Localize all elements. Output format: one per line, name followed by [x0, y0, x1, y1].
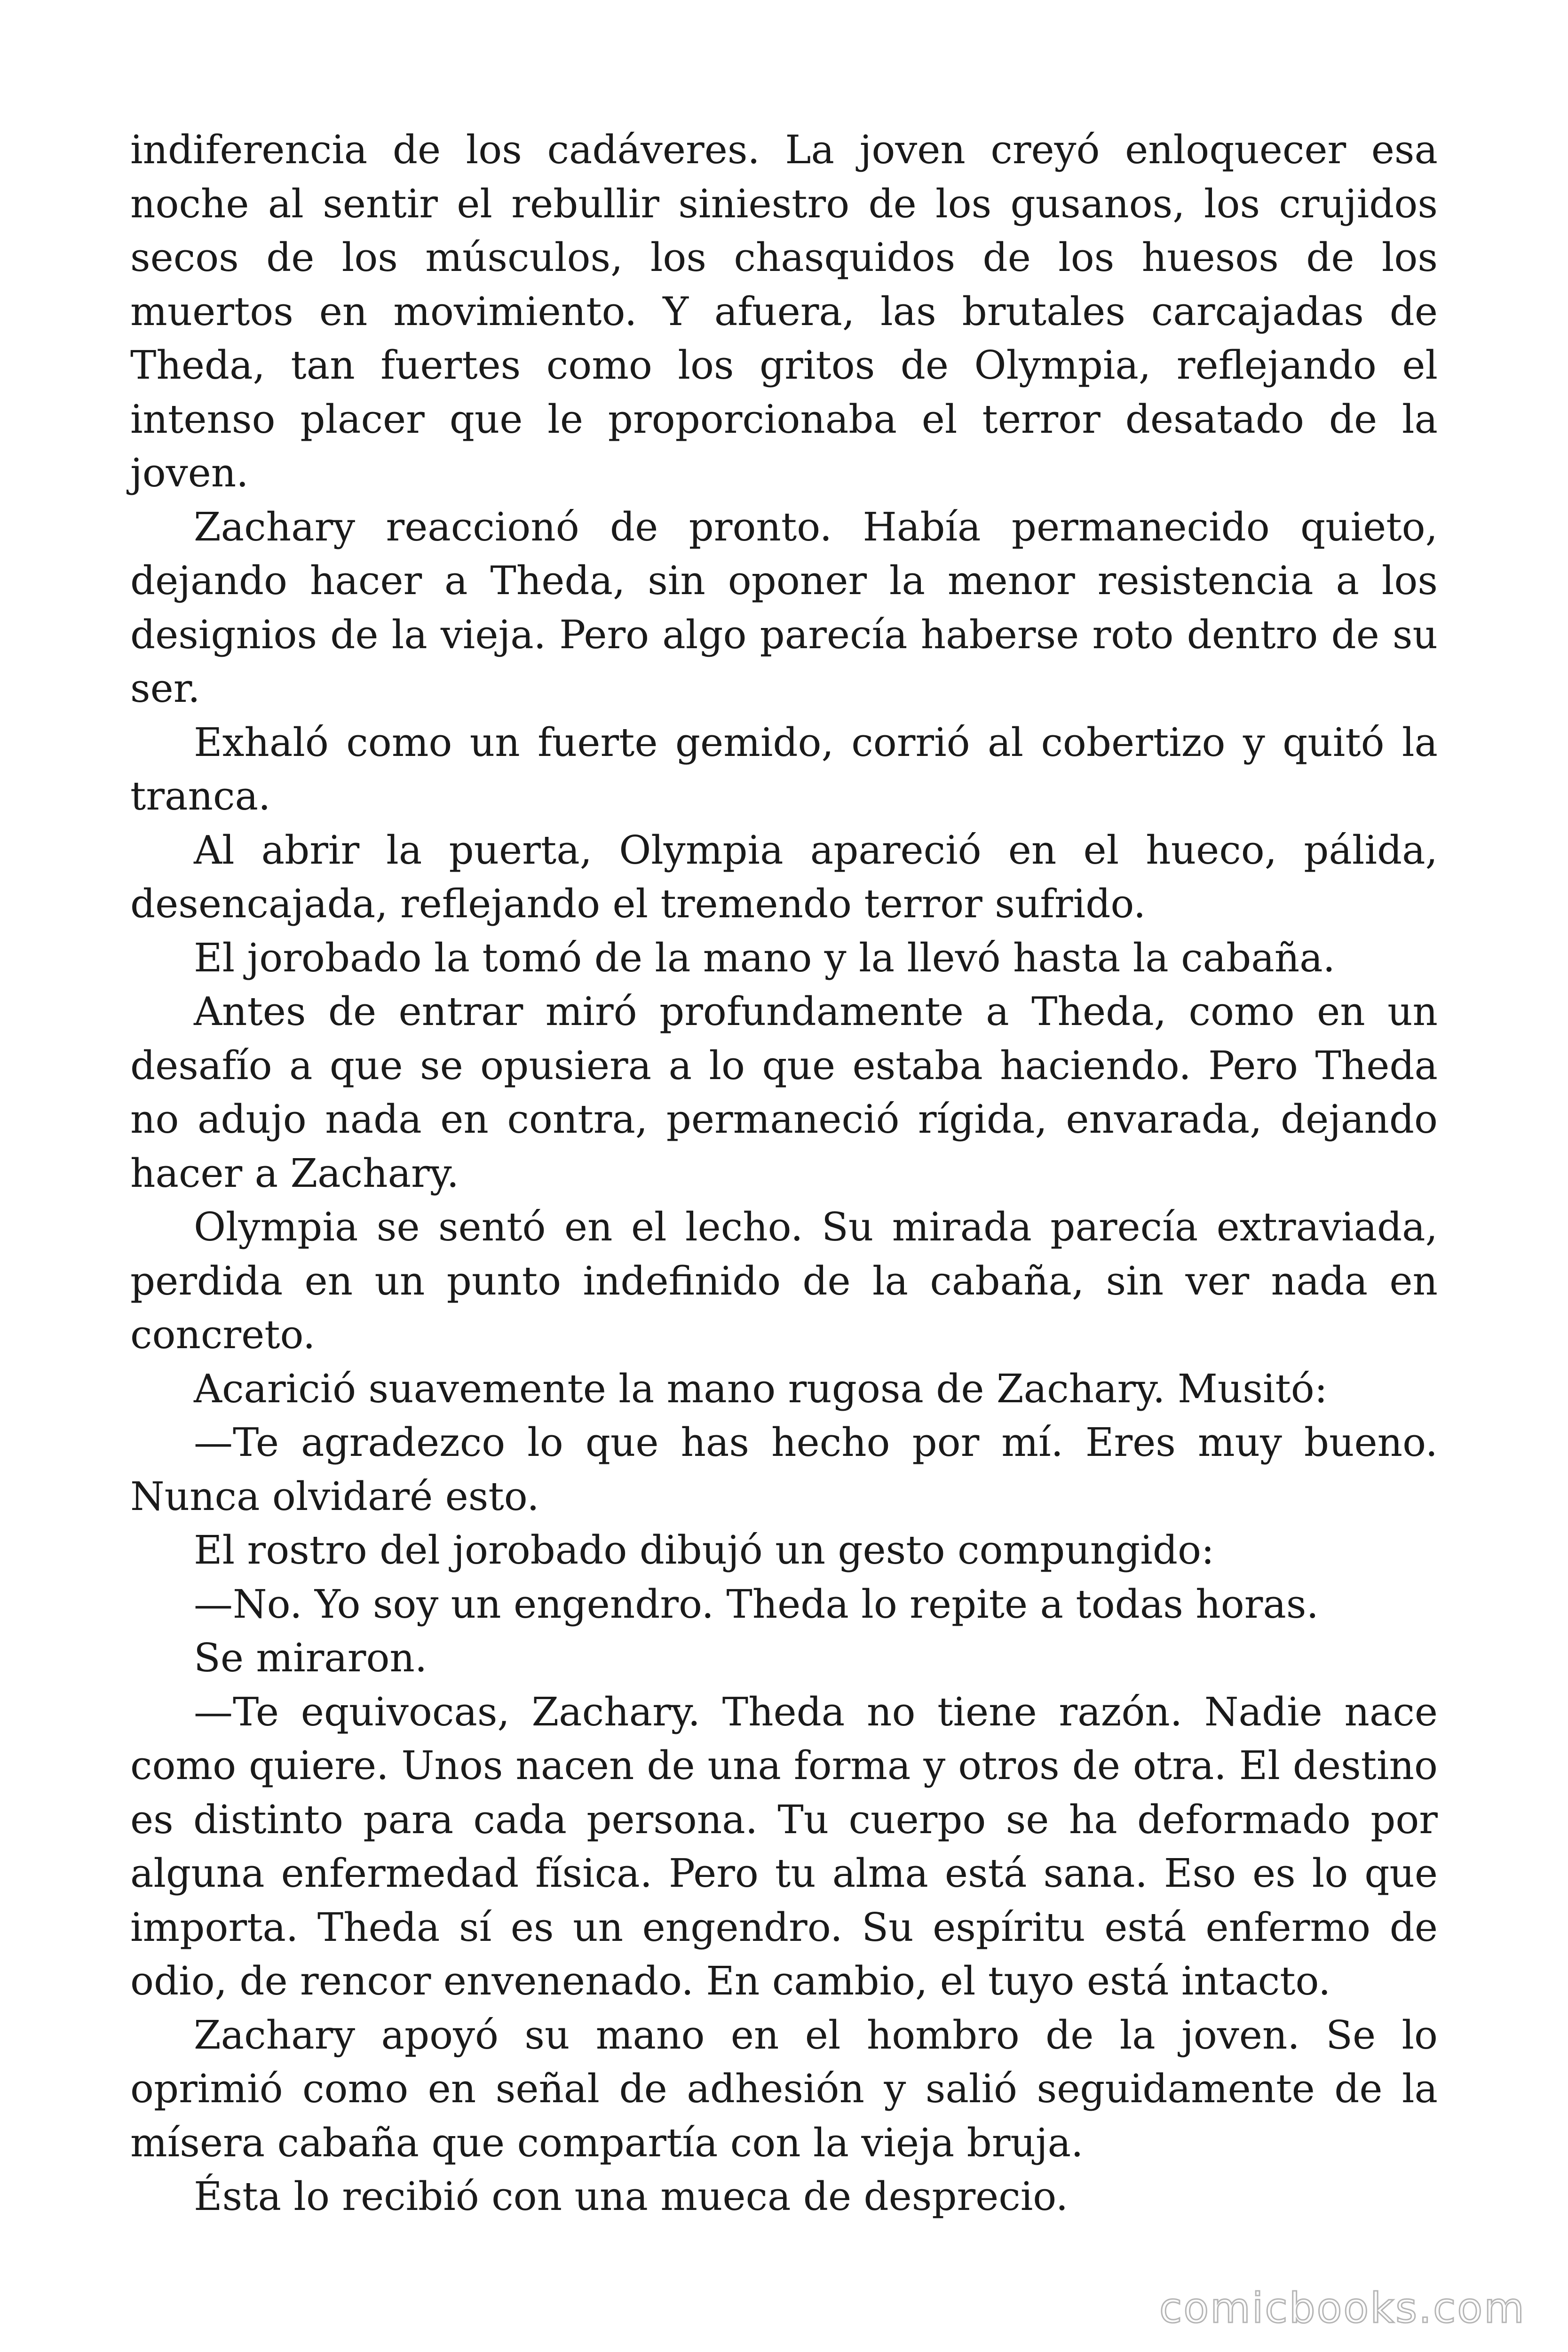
paragraph-5: El jorobado la tomó de la mano y la llevó hasta la cabaña. [194, 935, 1336, 981]
paragraph-6: Antes de entrar miró profundamente a Theda, como en un desafío a que se opusiera a lo que estaba haciendo. Pero Theda no adujo nada en contra, permaneció rígida, envarada, dejando hacer a Zachary. [130, 989, 1438, 1196]
paragraph-10: El rostro del jorobado dibujó un gesto compungido: [194, 1527, 1214, 1573]
watermark: comicbooks.com [1159, 2284, 1526, 2332]
paragraph-13: —Te equivocas, Zachary. Theda no tiene razón. Nadie nace como quiere. Unos nacen de una forma y otros de otra. El destino es distinto para cada persona. Tu cuerpo se ha deformado por alguna enfermedad física. Pero tu alma está sana. Eso es lo que importa. Theda sí es un engendro. Su espíritu está enfermo de odio, de rencor envenenado. En cambio, el tuyo está intacto. [130, 1689, 1438, 2004]
paragraph-7: Olympia se sentó en el lecho. Su mirada parecía extraviada, perdida en un punto indefinido de la cabaña, sin ver nada en concreto. [130, 1204, 1438, 1358]
paragraph-12: Se miraron. [194, 1635, 428, 1681]
paragraph-2: Zachary reaccionó de pronto. Había permanecido quieto, dejando hacer a Theda, sin oponer la menor resistencia a los designios de la vieja. Pero algo parecía haberse roto dentro de su ser. [130, 504, 1438, 711]
paragraph-14: Zachary apoyó su mano en el hombro de la joven. Se lo oprimió como en señal de adhesión y salió seguidamente de la mísera cabaña que compartía con la vieja bruja. [130, 2012, 1438, 2166]
paragraph-1: indiferencia de los cadáveres. La joven creyó enloquecer esa noche al sentir el rebullir siniestro de los gusanos, los crujidos secos de los músculos, los chasquidos de los huesos de los muertos en movimiento. Y afuera, las brutales carcajadas de Theda, tan fuertes como los gritos de Olympia, reflejando el intenso placer que le proporcionaba el terror desatado de la joven. [130, 127, 1438, 496]
paragraph-4: Al abrir la puerta, Olympia apareció en el hueco, pálida, desencajada, reflejando el tremendo terror sufrido. [130, 827, 1438, 927]
paragraph-9: —Te agradezco lo que has hecho por mí. Eres muy bueno. Nunca olvidaré esto. [130, 1420, 1438, 1519]
body-text [130, 123, 1438, 2224]
paragraph-3: Exhaló como un fuerte gemido, corrió al cobertizo y quitó la tranca. [130, 719, 1438, 819]
paragraph-11: —No. Yo soy un engendro. Theda lo repite a todas horas. [194, 1581, 1319, 1627]
paragraph-8: Acarició suavemente la mano rugosa de Zachary. Musitó: [194, 1366, 1328, 1412]
paragraph-15: Ésta lo recibió con una mueca de desprecio. [194, 2174, 1069, 2219]
